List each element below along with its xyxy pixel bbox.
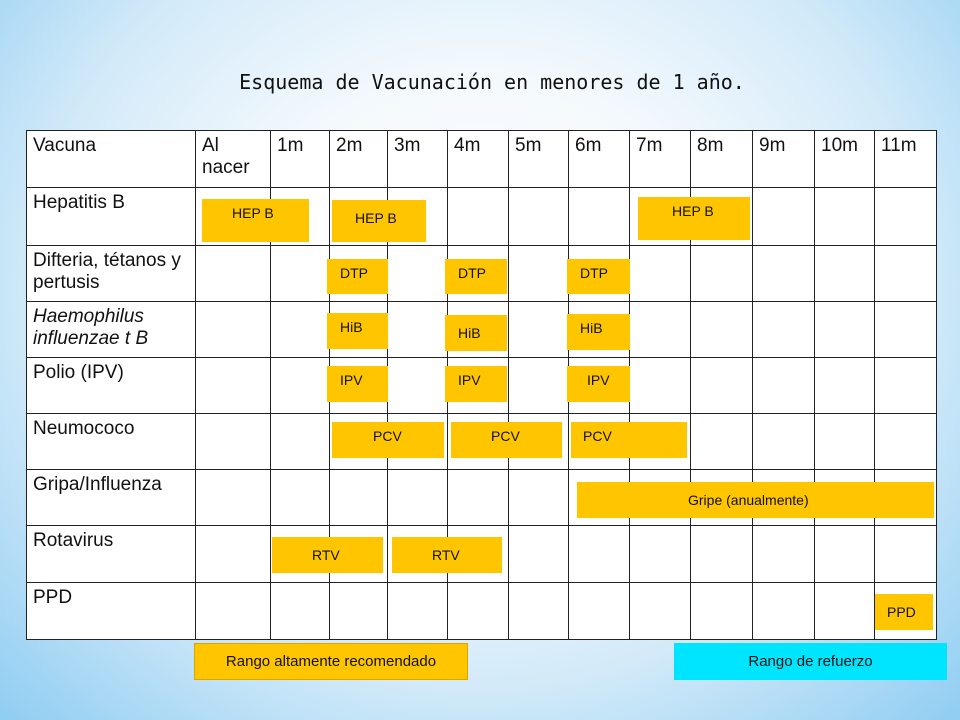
table-cell [815, 414, 875, 470]
table-cell [753, 188, 815, 246]
table-cell [196, 583, 271, 640]
table-cell [875, 246, 937, 302]
table-cell [271, 583, 330, 640]
table-cell [630, 246, 691, 302]
table-cell [271, 414, 330, 470]
column-header-3m: 3m [388, 130, 448, 188]
row-label-hepatitis-b: Hepatitis B [26, 188, 196, 246]
column-header-8m: 8m [691, 130, 753, 188]
table-cell [753, 583, 815, 640]
table-cell [509, 246, 569, 302]
table-cell [753, 526, 815, 583]
table-cell [509, 526, 569, 583]
table-cell [691, 302, 753, 358]
dose-rtv-1m: RTV [272, 537, 383, 573]
table-cell [753, 246, 815, 302]
dose-rtv-3m: RTV [392, 537, 502, 573]
column-header-al-nacer: Al nacer [196, 130, 271, 188]
dose-ipv-2m: IPV [327, 366, 388, 402]
dose-ipv-6m: IPV [567, 366, 630, 402]
table-cell [753, 302, 815, 358]
table-cell [815, 583, 875, 640]
table-cell [271, 358, 330, 414]
dose-hep-b-birth: HEP B [202, 199, 309, 242]
table-cell [630, 583, 691, 640]
table-cell [271, 470, 330, 526]
table-cell [388, 470, 448, 526]
table-cell [569, 526, 630, 583]
table-cell [815, 358, 875, 414]
column-header-10m: 10m [815, 130, 875, 188]
table-cell [509, 583, 569, 640]
table-cell [815, 526, 875, 583]
table-cell [630, 526, 691, 583]
dose-ppd-11m: PPD [875, 594, 933, 630]
dose-gripe-anual: Gripe (anualmente) [577, 482, 934, 518]
table-cell [448, 470, 509, 526]
column-header-6m: 6m [569, 130, 630, 188]
dose-pcv-4m: PCV [451, 422, 562, 458]
row-label-ppd: PPD [26, 583, 196, 640]
dose-hep-b-7m: HEP B [638, 197, 750, 240]
table-cell [271, 246, 330, 302]
table-cell [388, 302, 448, 358]
column-header-vacuna: Vacuna [26, 130, 196, 188]
table-cell [330, 470, 388, 526]
dose-ipv-4m: IPV [445, 366, 507, 402]
table-cell [448, 188, 509, 246]
table-cell [569, 583, 630, 640]
table-cell [815, 246, 875, 302]
dose-hib-6m: HiB [567, 314, 630, 350]
table-cell [509, 358, 569, 414]
dose-dtp-2m: DTP [327, 259, 388, 294]
row-label-influenza: Gripa/Influenza [26, 470, 196, 526]
table-cell [196, 526, 271, 583]
column-header-4m: 4m [448, 130, 509, 188]
table-cell [875, 358, 937, 414]
column-header-11m: 11m [875, 130, 937, 188]
vaccination-schedule-table [26, 130, 937, 640]
legend-booster: Rango de refuerzo [674, 643, 947, 680]
table-cell [815, 302, 875, 358]
legend-recommended: Rango altamente recomendado [194, 643, 468, 680]
column-header-9m: 9m [753, 130, 815, 188]
table-cell [569, 188, 630, 246]
table-cell [271, 302, 330, 358]
table-cell [388, 358, 448, 414]
table-cell [691, 414, 753, 470]
table-cell [691, 583, 753, 640]
table-cell [753, 414, 815, 470]
table-cell [753, 358, 815, 414]
table-cell [691, 526, 753, 583]
table-cell [448, 583, 509, 640]
table-cell [509, 188, 569, 246]
dose-dtp-6m: DTP [567, 259, 630, 294]
table-cell [815, 188, 875, 246]
table-cell [630, 358, 691, 414]
column-header-2m: 2m [330, 130, 388, 188]
table-cell [691, 358, 753, 414]
table-cell [388, 583, 448, 640]
row-label-hib: Haemophilus influenzae t B [26, 302, 196, 358]
table-cell [196, 246, 271, 302]
table-cell [875, 414, 937, 470]
dose-pcv-2m: PCV [332, 422, 444, 458]
table-cell [875, 188, 937, 246]
table-cell [196, 302, 271, 358]
column-header-7m: 7m [630, 130, 691, 188]
table-cell [509, 302, 569, 358]
table-cell [330, 583, 388, 640]
row-label-polio: Polio (IPV) [26, 358, 196, 414]
column-header-5m: 5m [509, 130, 569, 188]
column-header-1m: 1m [271, 130, 330, 188]
dose-hib-2m: HiB [327, 313, 388, 349]
table-cell [630, 302, 691, 358]
table-cell [388, 246, 448, 302]
table-cell [509, 470, 569, 526]
slide-title: Esquema de Vacunación en menores de 1 año. [239, 70, 745, 94]
table-cell [196, 470, 271, 526]
dose-hib-4m: HiB [445, 315, 507, 351]
table-cell [875, 302, 937, 358]
table-cell [875, 526, 937, 583]
table-cell [691, 246, 753, 302]
table-cell [196, 414, 271, 470]
row-label-dtp: Difteria, tétanos y pertusis [26, 246, 196, 302]
dose-pcv-6m: PCV [571, 422, 687, 458]
row-label-neumococo: Neumococo [26, 414, 196, 470]
table-cell [196, 358, 271, 414]
dose-dtp-4m: DTP [445, 259, 507, 294]
dose-hep-b-2m: HEP B [332, 200, 426, 242]
row-label-rotavirus: Rotavirus [26, 526, 196, 583]
